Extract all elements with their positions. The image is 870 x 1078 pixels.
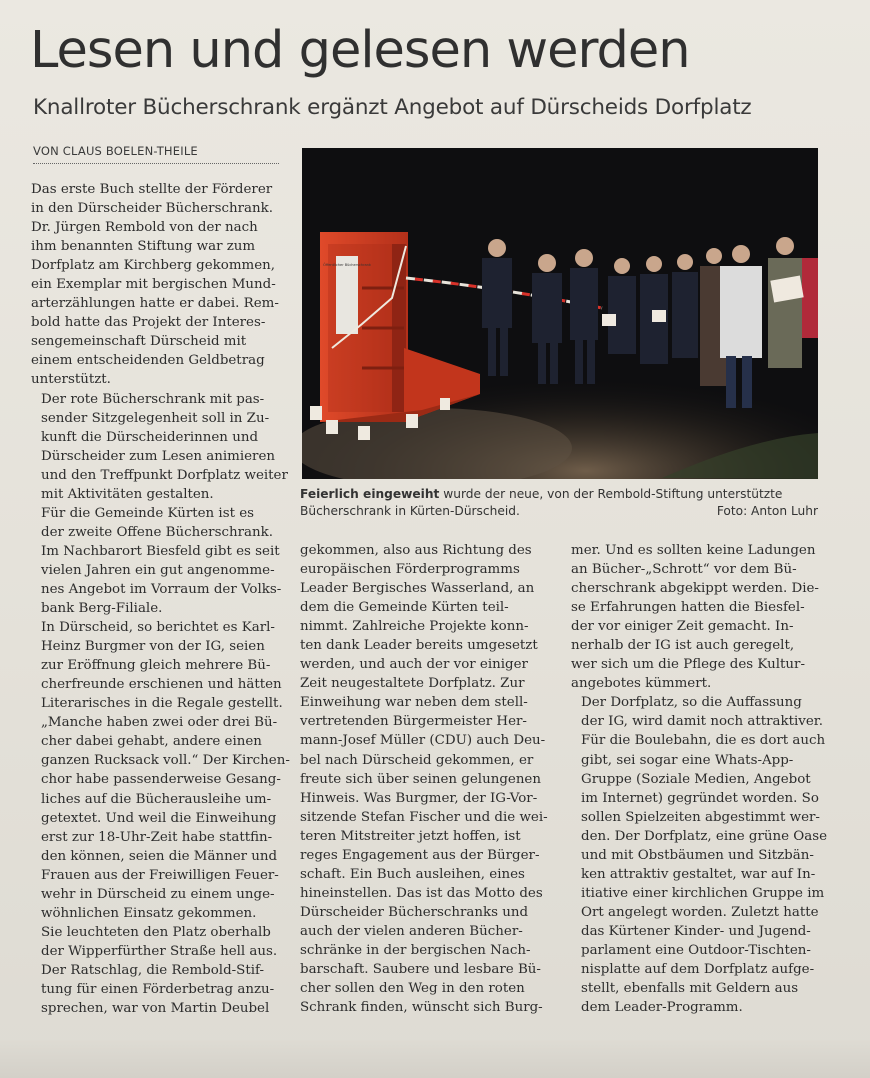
article-column-2 [300, 541, 562, 1017]
article-paragraph [571, 693, 833, 1017]
text-line: Schrank finden, wünscht sich Burg- [300, 1000, 543, 1016]
text-line: arterzählungen hatte er dabei. Rem- [31, 296, 279, 312]
text-line: Sie leuchteten den Platz oberhalb [41, 924, 271, 940]
text-line: Für die Gemeinde Kürten ist es [41, 505, 255, 521]
text-line: ganzen Rucksack voll.“ Der Kirchen- [41, 753, 290, 769]
text-line: parlament eine Outdoor-Tischten- [581, 942, 811, 958]
text-line: der zweite Offene Bücherschrank. [41, 524, 273, 540]
text-line: zur Eröffnung gleich mehrere Bü- [41, 658, 271, 674]
text-line: Dr. Jürgen Rembold von der nach [31, 220, 258, 236]
text-line: auch der vielen anderen Bücher- [300, 923, 523, 939]
text-line: Der Dorfplatz, so die Auffassung [581, 695, 802, 711]
caption-line-2: Bücherschrank in Kürten-Dürscheid. [300, 504, 520, 518]
text-line: ten dank Leader bereits umgesetzt [300, 638, 538, 654]
text-line: Leader Bergisches Wasserland, an [300, 581, 535, 597]
text-line: gibt, sei sogar eine Whats-App- [581, 752, 794, 768]
text-line: schaft. Ein Buch ausleihen, eines [300, 866, 525, 882]
text-line: chor habe passenderweise Gesang- [41, 772, 281, 788]
text-line: vielen Jahren ein gut angenomme- [41, 562, 275, 578]
text-line: sitzende Stefan Fischer und die wei- [300, 809, 548, 825]
text-line: getextet. Und weil die Einweihung [41, 810, 277, 826]
text-line: ihm benannten Stiftung war zum [31, 239, 256, 255]
text-line: wöhnlichen Einsatz gekommen. [41, 905, 257, 921]
text-line: bold hatte das Projekt der Interes- [31, 315, 266, 331]
caption-text: wurde der neue, von der Rembold-Stiftung unterstützte [439, 487, 783, 501]
text-line: mer. Und es sollten keine Ladungen [571, 543, 816, 558]
text-line: einem entscheidenden Geldbetrag [31, 353, 265, 369]
text-line: liches auf die Bücherausleihe um- [41, 791, 272, 807]
text-line: und den Treffpunkt Dorfplatz weiter [41, 467, 288, 483]
article-column-1 [31, 180, 293, 1018]
text-line: Einweihung war neben dem stell- [300, 695, 528, 711]
text-line: cher sollen den Weg in den roten [300, 981, 525, 997]
text-line: Das erste Buch stellte der Förderer [31, 182, 273, 197]
caption-bold: Feierlich eingeweiht [300, 487, 440, 501]
text-line: der Wipperfürther Straße hell aus. [41, 943, 278, 959]
text-line: cherfreunde erschienen und hätten [41, 677, 282, 693]
text-line: Hinweis. Was Burgmer, der IG-Vor- [300, 790, 538, 806]
bookcase-sign: Öffentlicher Bücherschrank [323, 263, 371, 267]
text-line: Im Nachbarort Biesfeld gibt es seit [41, 543, 280, 559]
text-line: Literarisches in die Regale gestellt. [41, 696, 283, 712]
text-line: nisplatte auf dem Dorfplatz aufge- [581, 962, 815, 978]
text-line: unterstützt. [31, 372, 111, 388]
text-line: ken attraktiv gestaltet, war auf In- [581, 866, 816, 882]
text-line: Frauen aus der Freiwilligen Feuer- [41, 867, 279, 883]
photo-illustration [302, 148, 818, 479]
text-line: se Erfahrungen hatten die Biesfel- [571, 600, 805, 616]
text-line: gekommen, also aus Richtung des [300, 543, 532, 558]
text-line: sender Sitzgelegenheit soll in Zu- [41, 410, 270, 426]
text-line: schränke in der bergischen Nach- [300, 942, 531, 958]
article-column-3 [571, 541, 833, 1017]
text-line: Ort angelegt worden. Zuletzt hatte [581, 904, 819, 920]
text-line: an Bücher-„Schrott“ vor dem Bü- [571, 562, 797, 578]
text-line: Für die Boulebahn, die es dort auch [581, 733, 826, 749]
text-line: wer sich um die Pflege des Kultur- [571, 657, 805, 673]
text-line: tung für einen Förderbetrag anzu- [41, 981, 275, 997]
text-line: ein Exemplar mit bergischen Mund- [31, 277, 276, 293]
headline: Lesen und gelesen werden [30, 21, 690, 80]
text-line: mann-Josef Müller (CDU) auch Deu- [300, 733, 546, 749]
person-white-jacket [720, 266, 762, 358]
text-line: europäischen Förderprogramms [300, 562, 520, 578]
text-line: sollen Spielzeiten abgestimmt wer- [581, 809, 820, 825]
text-line: dem Leader-Programm. [581, 1000, 743, 1016]
text-line: und mit Obstbäumen und Sitzbän- [581, 847, 814, 863]
text-line: barschaft. Saubere und lesbare Bü- [300, 962, 541, 978]
text-line: cher dabei gehabt, andere einen [41, 734, 262, 750]
text-line: im Internet) gegründet worden. So [581, 790, 819, 806]
text-line: dem die Gemeinde Kürten teil- [300, 600, 509, 616]
text-line: bank Berg-Filiale. [41, 601, 163, 617]
article-paragraph [31, 180, 293, 390]
article-paragraph [31, 504, 293, 618]
article-paragraph [571, 541, 833, 693]
article-photo [302, 148, 818, 479]
text-line: reges Engagement aus der Bürger- [300, 847, 540, 863]
text-line: freute sich über seinen gelungenen [300, 771, 541, 787]
text-line: wehr in Dürscheid zu einem unge- [41, 886, 275, 902]
text-line: sengemeinschaft Dürscheid mit [31, 334, 247, 350]
text-line: der IG, wird damit noch attraktiver. [581, 714, 823, 730]
text-line: nerhalb der IG ist auch geregelt, [571, 638, 795, 654]
article-paragraph [31, 390, 293, 504]
byline: VON CLAUS BOELEN-THEILE [33, 144, 279, 164]
text-line: Gruppe (Soziale Medien, Angebot [581, 771, 811, 787]
text-line: erst zur 18-Uhr-Zeit habe stattfin- [41, 829, 273, 845]
text-line: mit Aktivitäten gestalten. [41, 486, 214, 502]
photo-credit: Foto: Anton Luhr [716, 504, 818, 518]
text-line: den. Der Dorfplatz, eine grüne Oase [581, 828, 828, 844]
page-fold [0, 1040, 870, 1078]
text-line: angebotes kümmert. [571, 676, 712, 692]
text-line: bel nach Dürscheid gekommen, er [300, 752, 534, 768]
text-line: Dürscheider Bücherschranks und [300, 904, 529, 920]
text-line: in den Dürscheider Bücherschrank. [31, 201, 273, 217]
text-line: Dorfplatz am Kirchberg gekommen, [31, 258, 276, 274]
text-line: kunft die Dürscheiderinnen und [41, 429, 259, 445]
text-line: teren Mitstreiter jetzt hoffen, ist [300, 828, 521, 844]
article-paragraph [300, 541, 562, 1017]
text-line: „Manche haben zwei oder drei Bü- [41, 715, 278, 731]
article-paragraph [31, 618, 293, 961]
text-line: nimmt. Zahlreiche Projekte konn- [300, 619, 529, 635]
photo-caption [300, 486, 818, 520]
text-line: Der rote Bücherschrank mit pas- [41, 391, 265, 407]
text-line: Der Ratschlag, die Rembold-Stif- [41, 962, 265, 978]
text-line: stellt, ebenfalls mit Geldern aus [581, 981, 799, 997]
text-line: werden, und auch der vor einiger [300, 657, 528, 673]
text-line: Dürscheider zum Lesen animieren [41, 448, 275, 464]
text-line: Heinz Burgmer von der IG, seien [41, 639, 265, 655]
text-line: cherschrank abgekippt werden. Die- [571, 581, 819, 597]
text-line: itiative einer kirchlichen Gruppe im [581, 885, 825, 901]
text-line: das Kürtener Kinder- und Jugend- [581, 923, 811, 939]
text-line: der vor einiger Zeit gemacht. In- [571, 619, 794, 635]
subheadline: Knallroter Bücherschrank ergänzt Angebot auf Dürscheids Dorfplatz [33, 95, 752, 120]
text-line: nes Angebot im Vorraum der Volks- [41, 581, 282, 597]
text-line: sprechen, war von Martin Deubel [41, 1001, 270, 1017]
article-paragraph [31, 961, 293, 1018]
text-line: den können, seien die Männer und [41, 848, 278, 864]
text-line: In Dürscheid, so berichtet es Karl- [41, 620, 275, 636]
text-line: hineinstellen. Das ist das Motto des [300, 885, 543, 901]
text-line: Zeit neugestaltete Dorfplatz. Zur [300, 676, 525, 692]
text-line: vertretenden Bürgermeister Her- [300, 714, 527, 730]
